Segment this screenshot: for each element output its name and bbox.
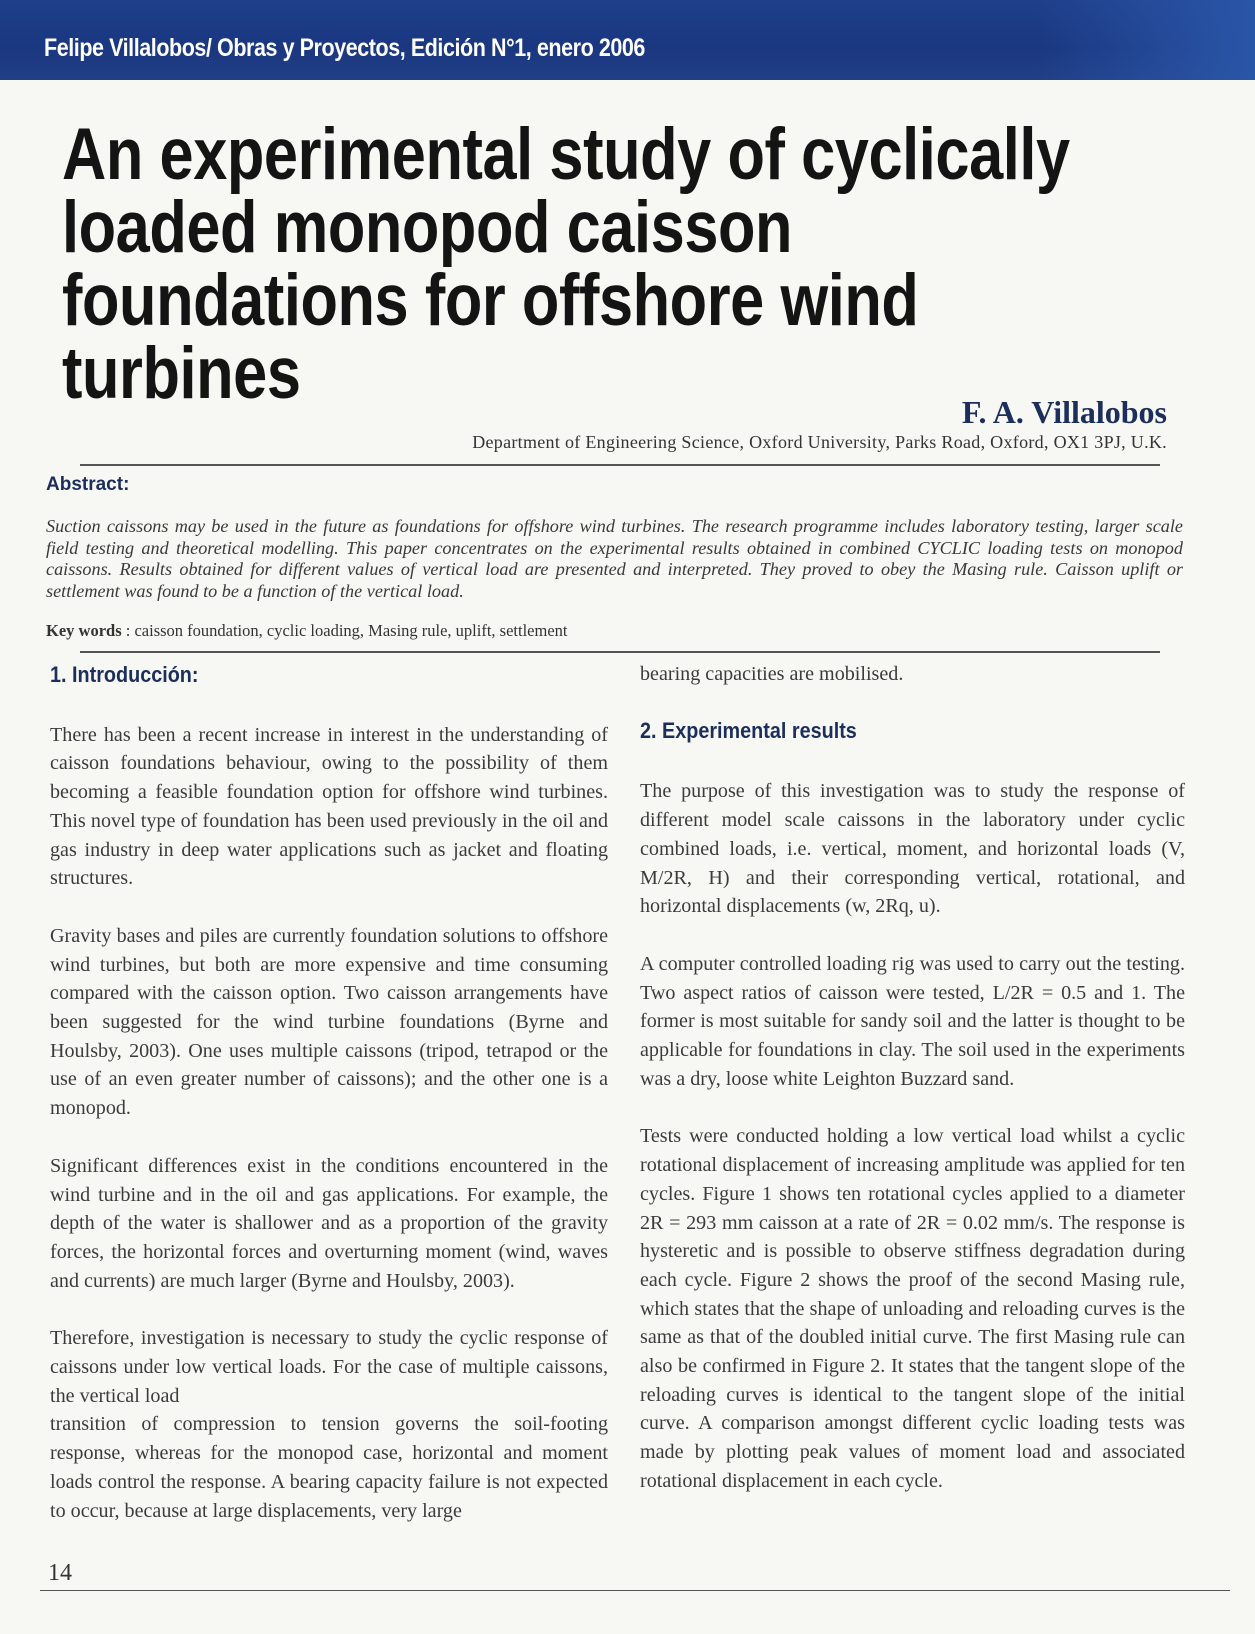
divider-keywords xyxy=(80,651,1160,653)
abstract-label: Abstract: xyxy=(46,474,130,495)
section-heading-introduction: 1. Introducción: xyxy=(50,662,199,687)
header-accent xyxy=(1035,0,1255,80)
paragraph: Therefore, investigation is necessary to study the cyclic response of caissons under low vertical loads. For the case of multiple caissons, the vertical load xyxy=(50,1327,608,1407)
title-line-1: An experimental study of cyclically xyxy=(62,114,1070,195)
right-column xyxy=(640,660,1185,1496)
title-line-4: turbines xyxy=(62,333,301,414)
divider-top xyxy=(80,464,1160,466)
paragraph: The purpose of this investigation was to study the response of different model scale caissons in the laboratory under cyclic combined loads, i.e. vertical, moment, and horizontal loads (V, M/2R, H) and their corresponding vertical, rotational, and horizontal displacements (w, 2Rq, u). xyxy=(640,780,1185,918)
author-affiliation: Department of Engineering Science, Oxford University, Parks Road, Oxford, OX1 3PJ, U.K. xyxy=(472,432,1167,452)
keywords xyxy=(46,621,568,641)
title-line-2: loaded monopod caisson xyxy=(62,187,793,268)
paragraph: There has been a recent increase in interest in the understanding of caisson foundations behaviour, owing to the possibility of them becoming a feasible foundation option for offshore wind turbines. This novel type of foundation has been used previously in the oil and gas industry in deep water applications such as jacket and floating structures. xyxy=(50,723,608,890)
author-name: F. A. Villalobos xyxy=(961,394,1167,430)
left-column xyxy=(50,660,608,1525)
journal-header-text: Felipe Villalobos/ Obras y Proyectos, Edición N°1, enero 2006 xyxy=(44,34,645,62)
keywords-label: Key words xyxy=(46,621,122,640)
journal-header-bar xyxy=(0,0,1255,80)
paragraph-continuation: bearing capacities are mobilised. xyxy=(640,663,904,685)
paragraph: Gravity bases and piles are currently foundation solutions to offshore wind turbines, but both are more expensive and time consuming compared with the caisson option. Two caisson arrangements have been suggested for the wind turbine foundations (Byrne and Houlsby, 2003). One uses multiple caissons (tripod, tetrapod or the use of an even greater number of caissons); and the other one is a monopod. xyxy=(50,924,608,1120)
paragraph: A computer controlled loading rig was used to carry out the testing. Two aspect ratios of caisson were tested, L/2R = 0.5 and 1. The former is most suitable for sandy soil and the latter is thought to be applicable for foundations in clay. The soil used in the experiments was a dry, loose white Leighton Buzzard sand. xyxy=(640,952,1185,1090)
paragraph: transition of compression to tension governs the soil-footing response, whereas for the monopod case, horizontal and moment loads control the response. A bearing capacity failure is not expected to occur, because at large displacements, very large xyxy=(50,1413,608,1522)
divider-bottom xyxy=(40,1590,1230,1591)
paragraph: Tests were conducted holding a low vertical load whilst a cyclic rotational displacement of increasing amplitude was applied for ten cycles. Figure 1 shows ten rotational cycles applied to a diameter 2R = 293 mm caisson at a rate of 2R = 0.02 mm/s. The response is hysteretic and is possible to observe stiffness degradation during each cycle. Figure 2 shows the proof of the second Masing rule, which states that the shape of unloading and reloading curves is the same as that of the doubled initial curve. The first Masing rule can also be confirmed in Figure 2. It states that the tangent slope of the reloading curves is identical to the tangent slope of the initial curve. A comparison amongst different cyclic loading tests was made by plotting peak values of moment load and associated rotational displacement in each cycle. xyxy=(640,1125,1185,1492)
keywords-text: : caisson foundation, cyclic loading, Masing rule, uplift, settlement xyxy=(121,621,568,640)
paragraph: Significant differences exist in the conditions encountered in the wind turbine and in the oil and gas applications. For example, the depth of the water is shallower and as a proportion of the gravity forces, the horizontal forces and overturning moment (wind, waves and currents) are much larger (Byrne and Houlsby, 2003). xyxy=(50,1154,608,1292)
section-heading-experimental-results: 2. Experimental results xyxy=(640,717,857,743)
abstract-text: Suction caissons may be used in the future as foundations for offshore wind turbines. The research programme includes laboratory testing, larger scale field testing and theoretical modelling. This paper concentrates on the experimental results obtained in combined CYCLIC loading tests on monopod caissons. Results obtained for different values of vertical load are presented and interpreted. They proved to obey the Masing rule. Caisson uplift or settlement was found to be a function of the vertical load. xyxy=(46,516,1183,601)
title-line-3: foundations for offshore wind xyxy=(62,260,919,341)
page-number: 14 xyxy=(48,1560,72,1586)
